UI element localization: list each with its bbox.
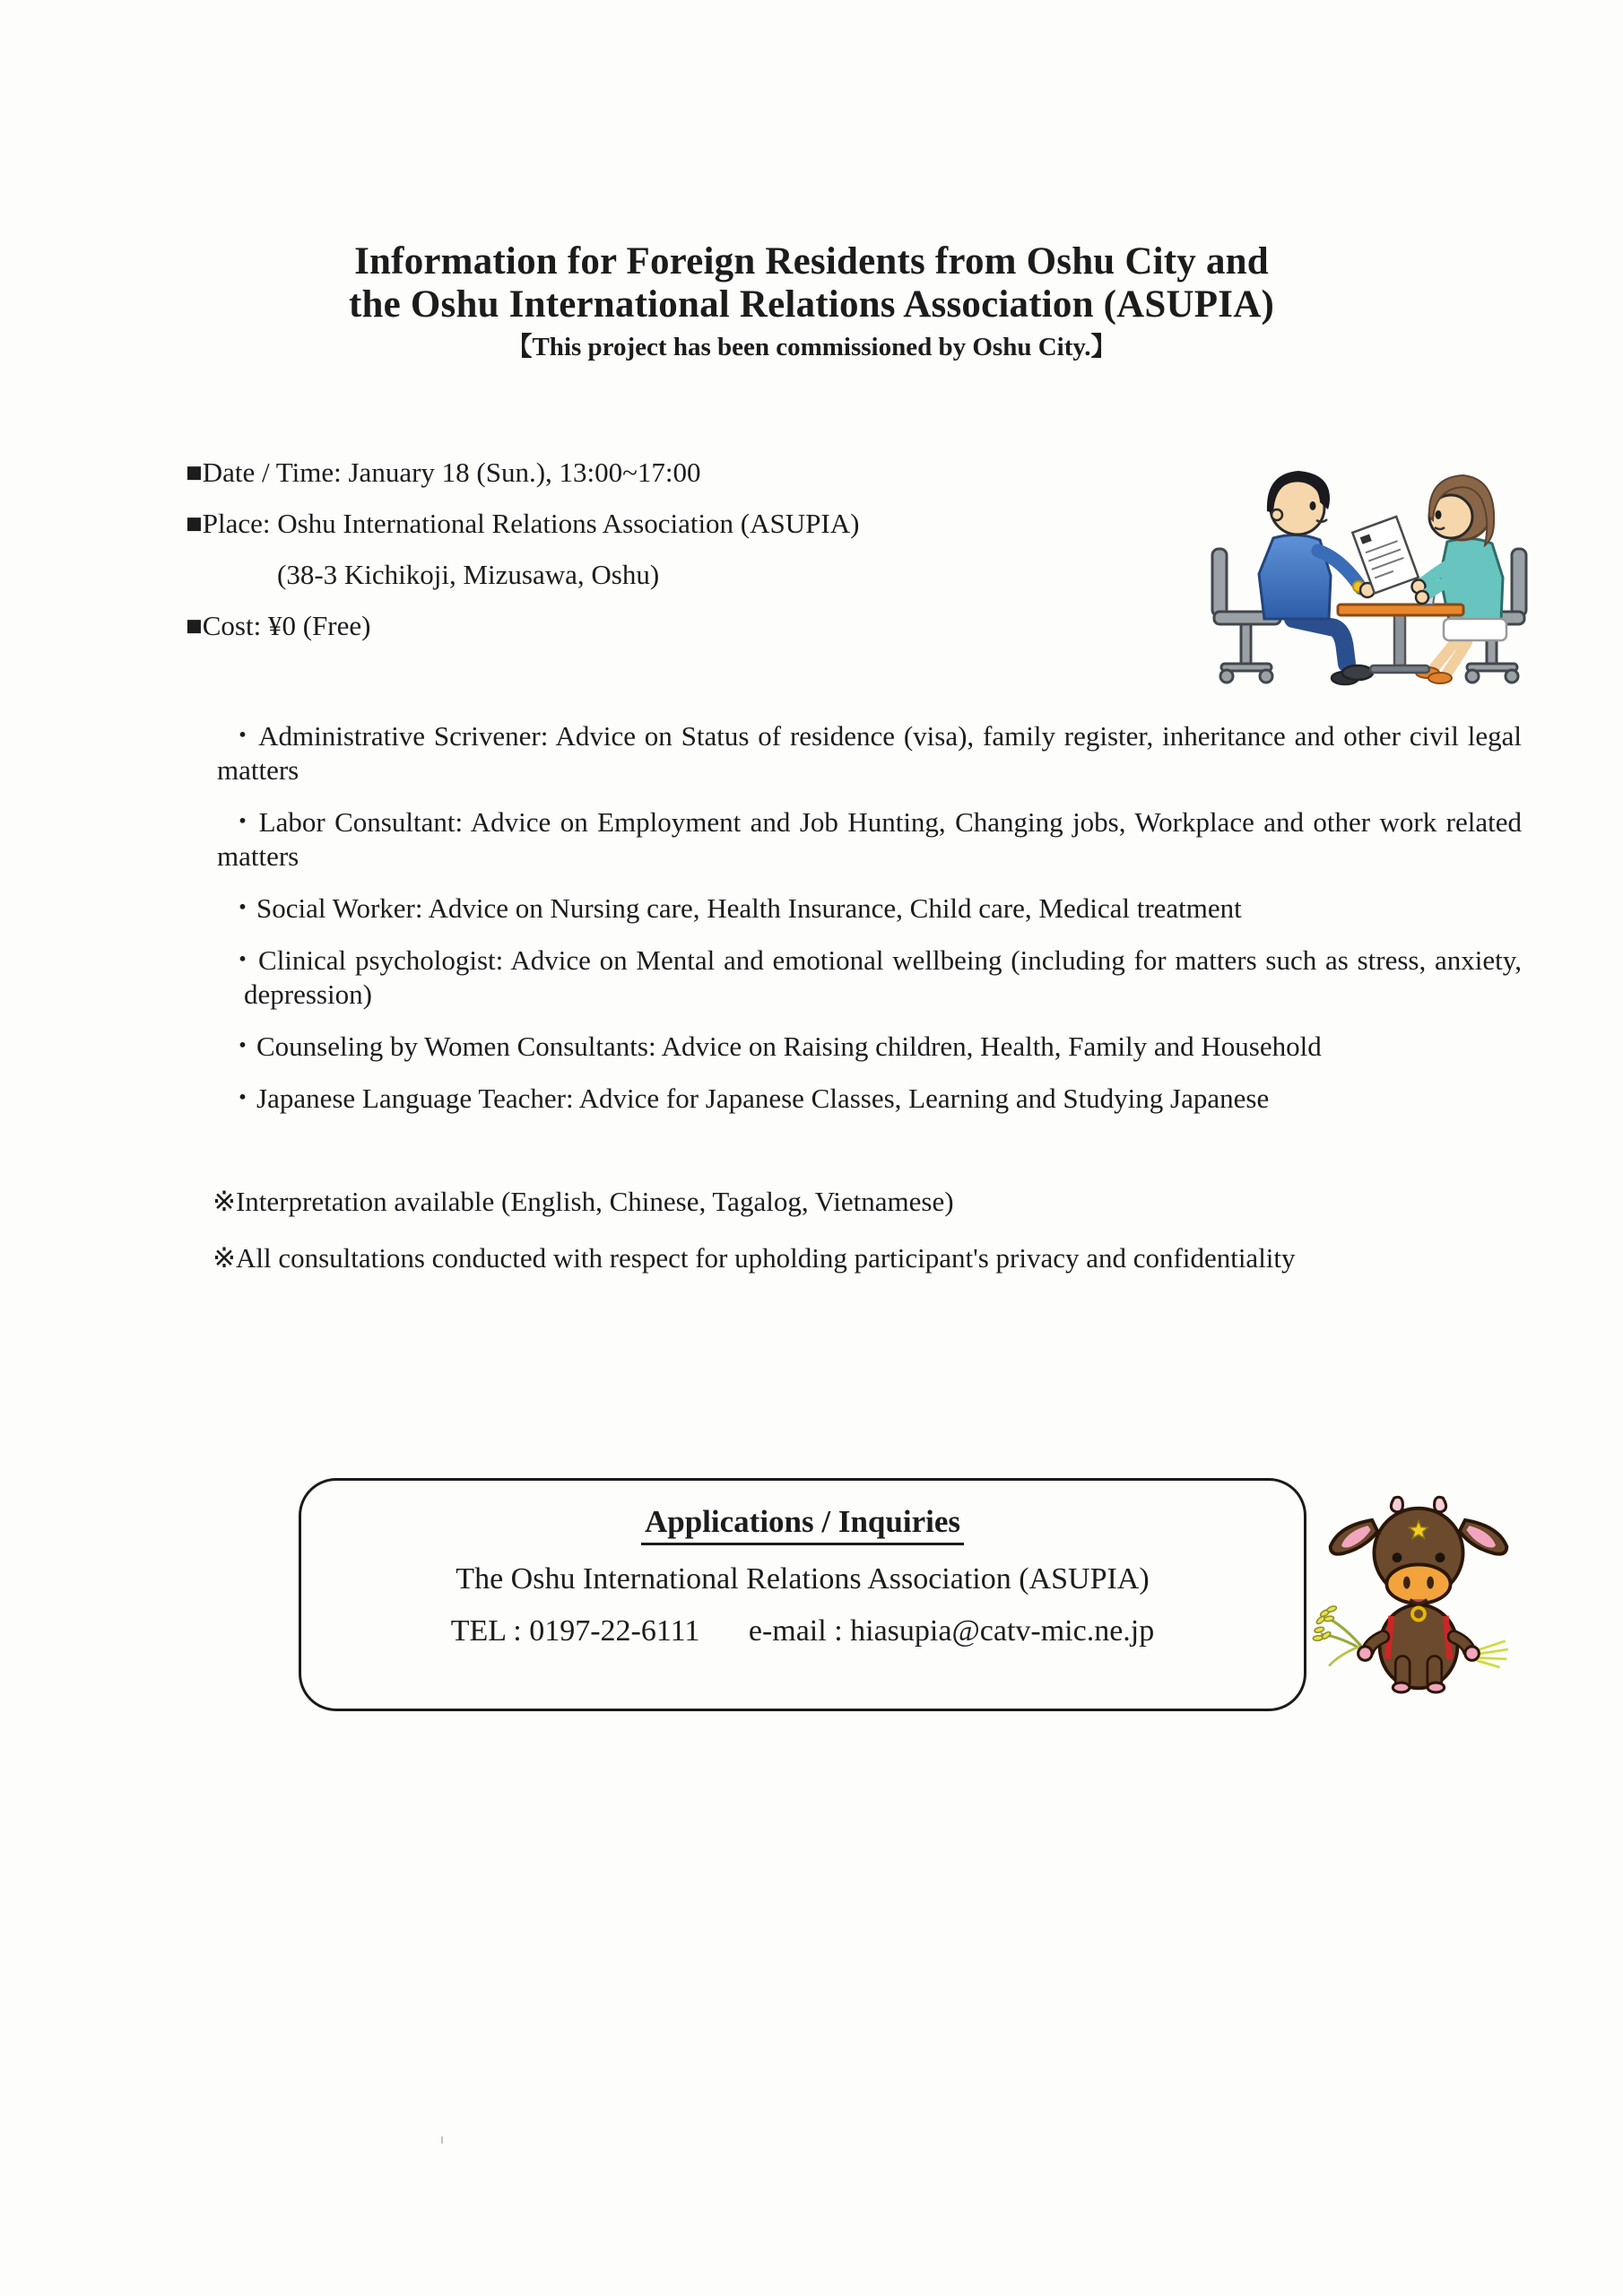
title-line-2: the Oshu International Relations Association (ASUPIA): [349, 283, 1274, 326]
inquiry-organization: The Oshu International Relations Association (ASUPIA): [456, 1562, 1150, 1596]
event-details: [186, 454, 859, 658]
tel-number: TEL : 0197-22-6111: [450, 1614, 700, 1648]
note-interpretation: ※Interpretation available (English, Chinese, Tagalog, Vietnamese): [213, 1186, 954, 1217]
note-privacy: ※All consultations conducted with respect for upholding participant's privacy and confidentiality: [213, 1242, 1296, 1274]
detail-address: (38-3 Kichikoji, Mizusawa, Oshu): [277, 559, 660, 590]
list-item: ・Clinical psychologist: Advice on Mental and emotional wellbeing (including for matters such as stress, anxiety, depression): [229, 944, 1522, 1010]
email-address: e-mail : hiasupia@catv-mic.ne.jp: [748, 1614, 1155, 1648]
list-item: ・Counseling by Women Consultants: Advice on Raising children, Health, Family and Household: [229, 1031, 1322, 1062]
list-item: ・Labor Consultant: Advice on Employment and Job Hunting, Changing jobs, Workplace and other work related matters: [217, 806, 1522, 872]
list-item: ・Administrative Scrivener: Advice on Status of residence (visa), family register, inheritance and other civil legal matters: [217, 720, 1522, 786]
detail-cost: ■Cost: ¥0 (Free): [186, 610, 371, 641]
commission-note: 【This project has been commissioned by Oshu City.】: [506, 333, 1117, 361]
scan-artifact: [441, 2136, 443, 2144]
detail-place: ■Place: Oshu International Relations Association (ASUPIA): [186, 508, 860, 539]
mascot-cow-icon: [1311, 1480, 1526, 1695]
title-block: [0, 240, 1623, 369]
detail-date-time: ■Date / Time: January 18 (Sun.), 13:00~17:00: [186, 457, 701, 488]
page-title: [0, 240, 1623, 326]
consultant-list: [217, 719, 1522, 1134]
title-line-1: Information for Foreign Residents from Oshu City and: [354, 240, 1269, 283]
inquiry-box: [299, 1478, 1306, 1711]
inquiry-contact: [301, 1614, 1304, 1648]
consultation-illustration: [1203, 441, 1535, 701]
list-item: ・Japanese Language Teacher: Advice for Japanese Classes, Learning and Studying Japanese: [229, 1083, 1270, 1114]
document-in-hand-icon: [1318, 517, 1419, 597]
notes-section: [213, 1184, 1296, 1297]
list-item: ・Social Worker: Advice on Nursing care, Health Insurance, Child care, Medical treatment: [229, 892, 1242, 924]
inquiry-heading: Applications / Inquiries: [641, 1504, 964, 1545]
